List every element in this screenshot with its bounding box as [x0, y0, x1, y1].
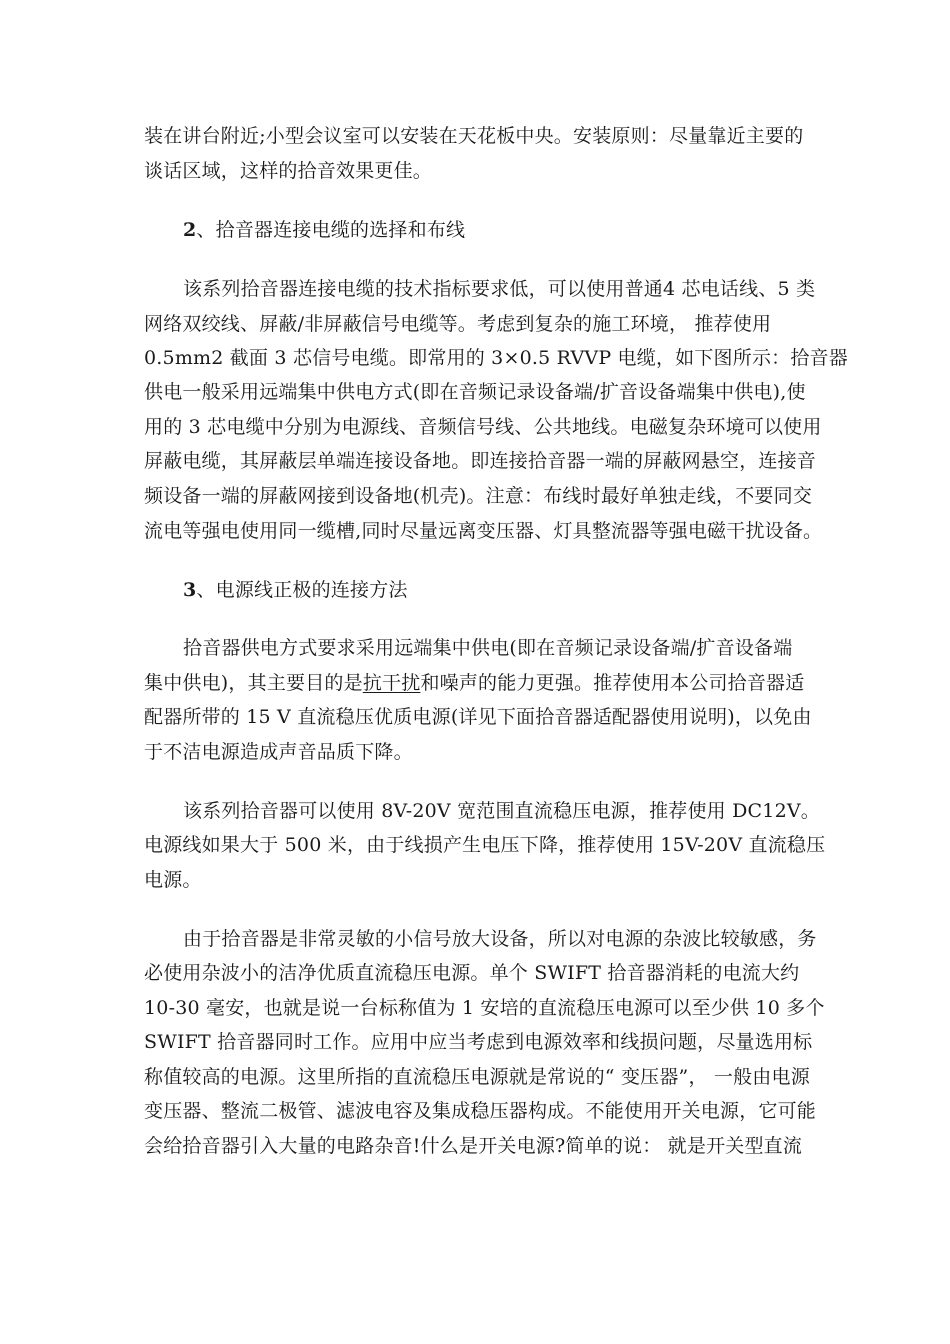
section-3-heading: [183, 578, 408, 602]
sec3-p1-line: [144, 671, 804, 695]
sec3-p3-line: 变压器、整流二极管、滤波电容及集成稳压器构成。不能使用开关电源，它可能: [144, 1100, 817, 1122]
sec3-p3-line: 由于拾音器是非常灵敏的小信号放大设备，所以对电源的杂波比较敏感，务: [183, 928, 817, 950]
sec3-p3-line: SWIFT 拾音器同时工作。应用中应当考虑到电源效率和线损问题，尽量选用标: [144, 1031, 813, 1053]
sec2-p1-line: 屏蔽电缆，其屏蔽层单端连接设备地。即连接拾音器一端的屏蔽网悬空，连接音: [144, 450, 817, 472]
sec3-p3-line: 必使用杂波小的洁净优质直流稳压电源。单个 SWIFT 拾音器消耗的电流大约: [144, 962, 800, 984]
sec3-p3-line: 称值较高的电源。这里所指的直流稳压电源就是常说的“ 变压器”， 一般由电源: [144, 1066, 810, 1088]
section-3-number: 3: [183, 579, 197, 601]
sec2-p1-line: 0.5mm2 截面 3 芯信号电缆。即常用的 3×0.5 RVVP 电缆，如下图所示：拾音器: [144, 347, 848, 369]
underlined-term: 抗干扰: [362, 672, 421, 694]
section-2-title: 、拾音器连接电缆的选择和布线: [196, 219, 466, 241]
sec3-p1-line-2-post: 和噪声的能力更强。推荐使用本公司拾音器适: [420, 672, 805, 694]
sec2-p1-line: 网络双绞线、屏蔽/非屏蔽信号电缆等。考虑到复杂的施工环境， 推荐使用: [144, 313, 772, 335]
sec3-p2-line: 电源线如果大于 500 米，由于线损产生电压下降，推荐使用 15V-20V 直流稳压: [144, 834, 826, 856]
sec2-p1-line: 供电一般采用远端集中供电方式(即在音频记录设备端/扩音设备端集中供电),使: [144, 381, 806, 403]
sec2-p1-line: 流电等强电使用同一缆槽,同时尽量远离变压器、灯具整流器等强电磁干扰设备。: [144, 520, 823, 542]
intro-line-1: 装在讲台附近;小型会议室可以安装在天花板中央。安装原则：尽量靠近主要的: [144, 125, 804, 147]
sec2-p1-line: 该系列拾音器连接电缆的技术指标要求低，可以使用普通4 芯电话线、5 类: [183, 278, 816, 300]
sec3-p1-line: 于不洁电源造成声音品质下降。: [144, 741, 413, 763]
sec3-p2-line: 该系列拾音器可以使用 8V-20V 宽范围直流稳压电源，推荐使用 DC12V。: [183, 800, 820, 822]
intro-line-2: 谈话区域，这样的拾音效果更佳。: [144, 160, 433, 182]
section-2-number: 2: [183, 219, 197, 241]
section-2-heading: [183, 218, 465, 242]
sec3-p1-line: 拾音器供电方式要求采用远端集中供电(即在音频记录设备端/扩音设备端: [183, 637, 793, 659]
sec2-p1-line: 用的 3 芯电缆中分别为电源线、音频信号线、公共地线。电磁复杂环境可以使用: [144, 416, 822, 438]
sec3-p3-line: 会给拾音器引入大量的电路杂音!什么是开关电源?简单的说： 就是开关型直流: [144, 1135, 803, 1157]
sec2-p1-line: 频设备一端的屏蔽网接到设备地(机壳)。注意：布线时最好单独走线，不要同交: [144, 485, 813, 507]
sec3-p2-line: 电源。: [144, 869, 202, 891]
section-3-title: 、电源线正极的连接方法: [196, 579, 408, 601]
sec3-p3-line: 10-30 毫安，也就是说一台标称值为 1 安培的直流稳压电源可以至少供 10 多个: [144, 997, 825, 1019]
sec3-p1-line-2-pre: 集中供电)，其主要目的是: [144, 672, 363, 694]
sec3-p1-line: 配器所带的 15 V 直流稳压优质电源(详见下面拾音器适配器使用说明)，以免由: [144, 706, 812, 728]
